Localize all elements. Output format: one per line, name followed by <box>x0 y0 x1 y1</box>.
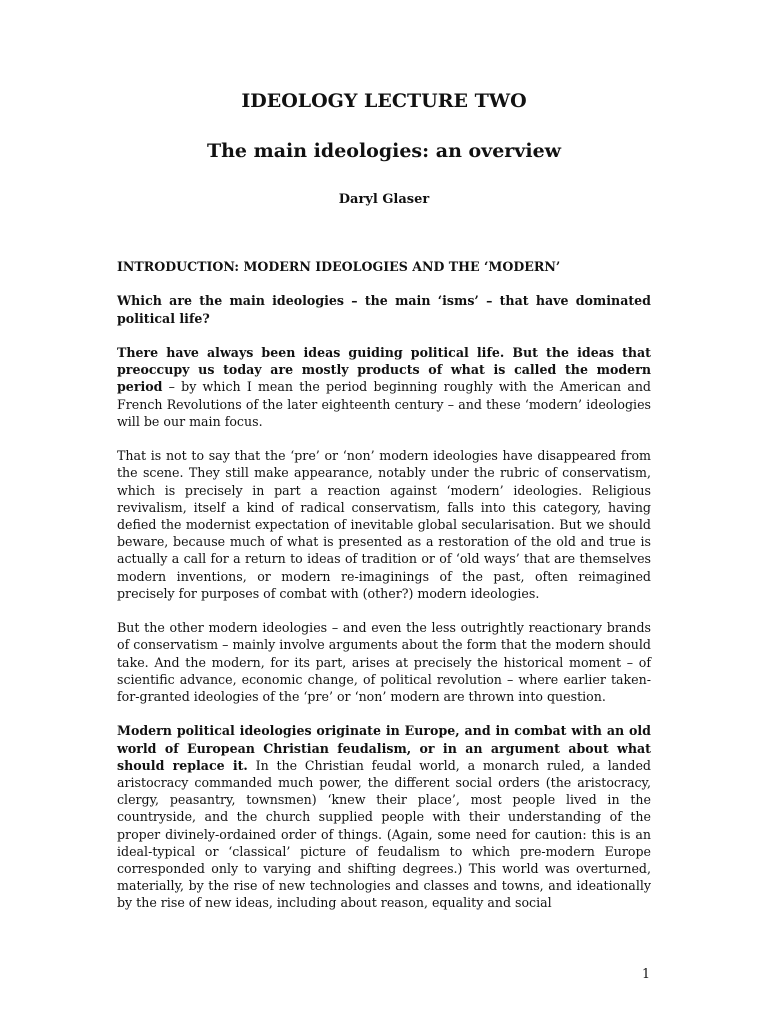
paragraph-5-bold: Modern political ideologies originate in Europe, and in combat with an old world of European Christian feudalism, or in an argument about what should replace it. <box>117 723 651 773</box>
paragraph-5 <box>117 722 651 911</box>
paragraph-2-bold: There have always been ideas guiding political life. But the ideas that preoccupy us today are mostly products of what is called the modern period <box>117 344 651 395</box>
paragraph-2-text: – by which I mean the period beginning roughly with the American and French Revolutions of the later eighteenth century – and these ‘modern’ ideologies will be our main focus. <box>117 379 651 429</box>
paragraph-1-bold: Which are the main ideologies – the main ‘isms’ – that have dominated political life? <box>117 293 651 326</box>
paragraph-1 <box>117 292 651 326</box>
paragraph-5-text: In the Christian feudal world, a monarch ruled, a landed aristocracy commanded much power, the different social orders (the aristocracy, clergy, peasantry, townsmen) ‘knew their place’, most people lived in the countryside, and the church supplied people with their understanding of the proper divinely-ordained order of things. (Again, some need for caution: this is an ideal-typical or ‘classical’ picture of feudalism to which pre-modern Europe corresponded only to varying and shifting degrees.) This world was overturned, materially, by the rise of new technologies and classes and towns, and ideationally by the rise of new ideas, including about reason, equality and social <box>117 757 651 911</box>
document-body <box>117 258 651 929</box>
page-number: 1 <box>641 966 650 981</box>
paragraph-3: That is not to say that the ‘pre’ or ‘non’ modern ideologies have disappeared from the scene. They still make appearance, notably under the rubric of conservatism, which is precisely in part a reaction against ‘modern’ ideologies. Religious revivalism, itself a kind of radical conservatism, falls into this category, having defied the modernist expectation of inevitable global secularisation. But we should beware, because much of what is presented as a restoration of the old and true is actually a call for a return to ideas of tradition or of ‘old ways’ that are themselves modern inventions, or modern re-imaginings of the past, often reimagined precisely for purposes of combat with (other?) modern ideologies. <box>117 448 651 601</box>
document-title: IDEOLOGY LECTURE TWO <box>241 90 527 112</box>
paragraph-4: But the other modern ideologies – and even the less outrightly reactionary brands of conservatism – mainly involve arguments about the form that the modern should take. And the modern, for its part, arises at precisely the historical moment – of scientific advance, economic change, of political revolution – where earlier taken-for-granted ideologies of the ‘pre’ or ‘non’ modern are thrown into question. <box>117 620 651 705</box>
document-subtitle: The main ideologies: an overview <box>206 140 562 162</box>
section-heading: INTRODUCTION: MODERN IDEOLOGIES AND THE ‘MODERN’ <box>117 259 561 274</box>
document-author: Daryl Glaser <box>338 192 430 207</box>
paragraph-2 <box>117 344 651 430</box>
